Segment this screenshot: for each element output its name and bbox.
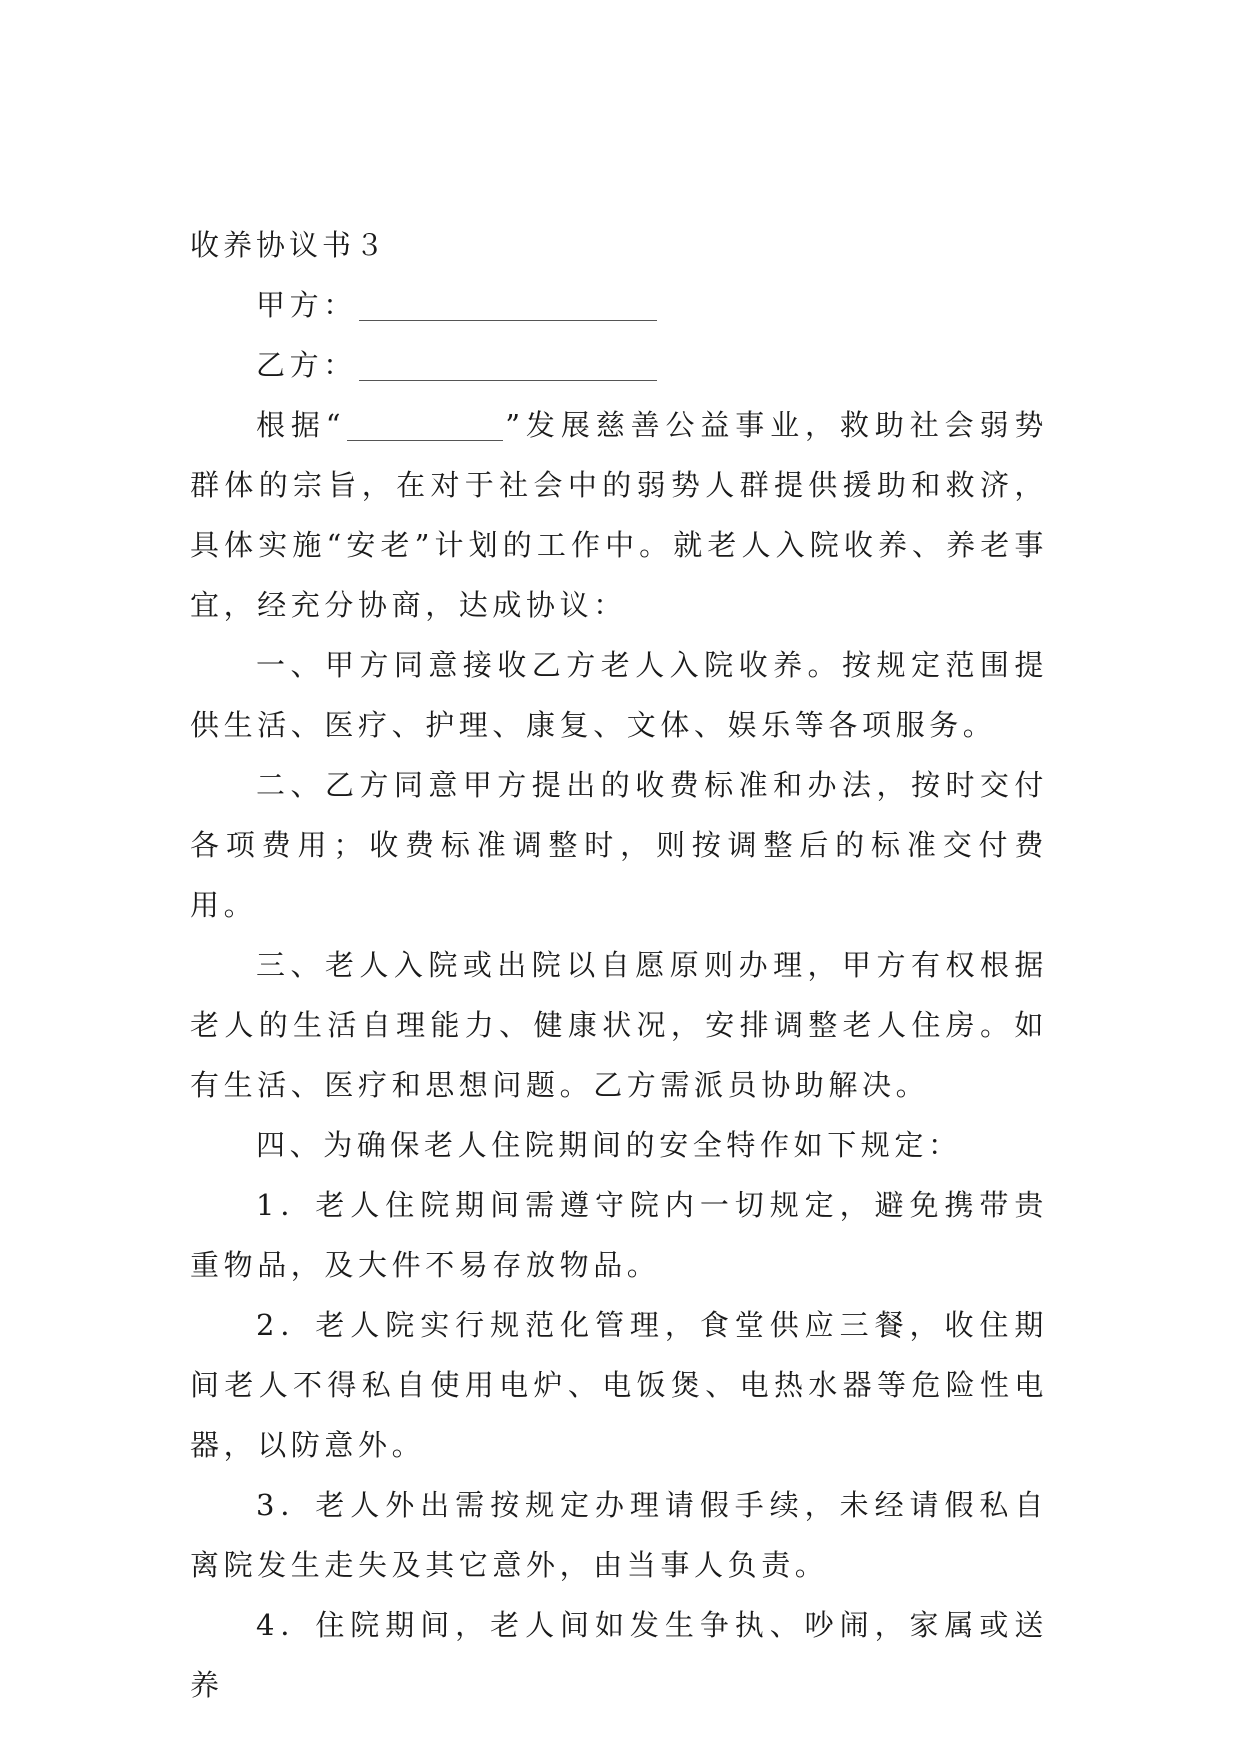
intro-after-blank: ”发展慈善公益事业，救助社会弱势群体的宗旨，在对于社会中的弱势人群提供援助和救济，具体实施“安老”计划的工作中。就老人入院收养、养老事宜，经充分协商，达成协议：	[190, 408, 1048, 622]
rule-3: 3．老人外出需按规定办理请假手续，未经请假私自离院发生走失及其它意外，由当事人负责。	[190, 1488, 1048, 1582]
party-a-line	[190, 275, 1048, 335]
intro-before-blank: 根据“	[256, 408, 346, 442]
party-b-blank	[359, 346, 657, 381]
clause-3: 三、老人入院或出院以自愿原则办理，甲方有权根据老人的生活自理能力、健康状况，安排调整老人住房。如有生活、医疗和思想问题。乙方需派员协助解决。	[190, 948, 1048, 1102]
document-title: 收养协议书３	[190, 228, 389, 262]
clause-2: 二、乙方同意甲方提出的收费标准和办法，按时交付各项费用；收费标准调整时，则按调整后的标准交付费用。	[190, 768, 1048, 922]
intro-paragraph	[190, 395, 1048, 635]
party-b-line	[190, 335, 1048, 395]
rule-4: 4．住院期间，老人间如发生争执、吵闹，家属或送养	[190, 1608, 1048, 1702]
organization-blank	[347, 406, 503, 441]
rule-2: 2．老人院实行规范化管理，食堂供应三餐，收住期间老人不得私自使用电炉、电饭煲、电热水器等危险性电器，以防意外。	[190, 1308, 1048, 1462]
clause-1: 一、甲方同意接收乙方老人入院收养。按规定范围提供生活、医疗、护理、康复、文体、娱乐等各项服务。	[190, 648, 1048, 742]
party-a-label: 甲方：	[256, 288, 357, 322]
party-a-blank	[359, 286, 657, 321]
rule-1: 1．老人住院期间需遵守院内一切规定，避免携带贵重物品，及大件不易存放物品。	[190, 1188, 1048, 1282]
clause-4: 四、为确保老人住院期间的安全特作如下规定：	[256, 1128, 962, 1162]
document-body	[190, 215, 1048, 1715]
party-b-label: 乙方：	[256, 348, 357, 382]
